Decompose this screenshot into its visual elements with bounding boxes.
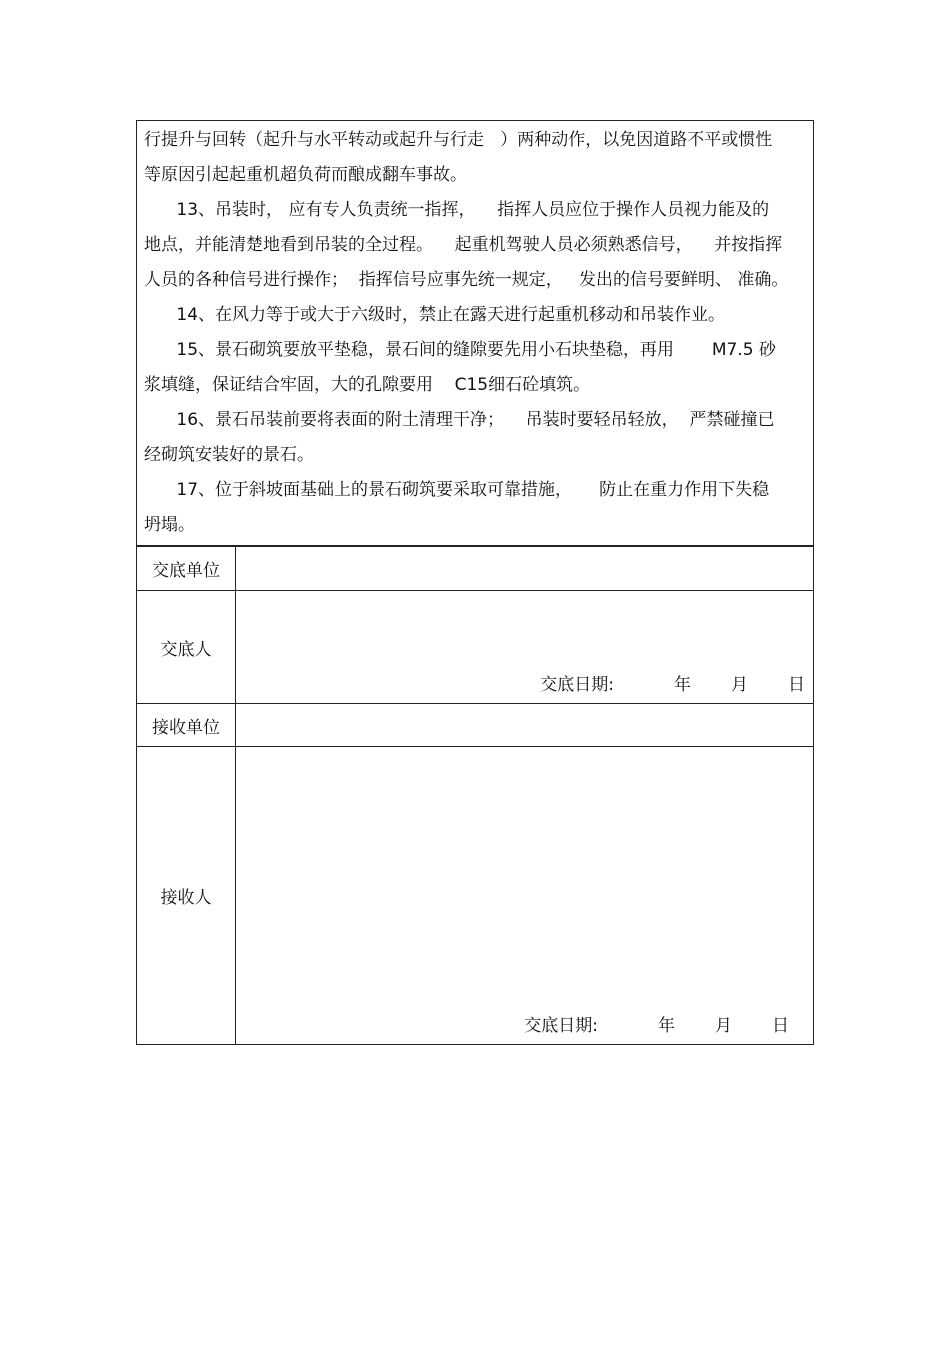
date-day: 日: [772, 1016, 789, 1036]
receiver-field[interactable]: [236, 747, 813, 1044]
paragraph-line: 浆填缝，保证结合牢固，大的孔隙要用 C15细石砼填筑。: [144, 375, 591, 395]
handover-person-row: [137, 590, 813, 703]
handover-form: [136, 120, 814, 1045]
receiving-unit-row: [137, 703, 813, 746]
date-year: 年: [674, 675, 691, 695]
paragraph-line: 坍塌。: [144, 515, 195, 535]
instruction-paragraphs: [137, 121, 813, 546]
date-month: 月: [731, 675, 748, 695]
handover-date: [540, 670, 805, 695]
handover-unit-field[interactable]: [236, 547, 813, 590]
paragraph-line: 16、景石吊装前要将表面的附土清理干净； 吊装时要轻吊轻放， 严禁碰撞已: [144, 410, 775, 430]
paragraph-line: 17、位于斜坡面基础上的景石砌筑要采取可靠措施， 防止在重力作用下失稳: [144, 480, 770, 500]
date-year: 年: [658, 1016, 675, 1036]
handover-person-field[interactable]: [236, 591, 813, 703]
paragraph-line: 地点，并能清楚地看到吊装的全过程。 起重机驾驶人员必须熟悉信号， 并按指挥: [144, 235, 783, 255]
paragraph-line: 14、在风力等于或大于六级时，禁止在露天进行起重机移动和吊装作业。: [144, 305, 726, 325]
paragraph-line: 13、吊装时， 应有专人负责统一指挥， 指挥人员应位于操作人员视力能及的: [144, 200, 770, 220]
paragraph-line: 人员的各种信号进行操作； 指挥信号应事先统一规定， 发出的信号要鲜明、 准确。: [144, 270, 789, 290]
paragraph-line: 15、景石砌筑要放平垫稳，景石间的缝隙要先用小石块垫稳，再用 M7.5 砂: [144, 340, 776, 360]
receiver-row: [137, 746, 813, 1044]
handover-person-label: 交底人: [137, 591, 236, 703]
paragraph-line: 等原因引起起重机超负荷而酿成翻车事故。: [144, 165, 467, 185]
paragraph-line: 经砌筑安装好的景石。: [144, 445, 314, 465]
paragraph-line: 行提升与回转（起升与水平转动或起升与行走 ）两种动作，以免因道路不平或惯性: [144, 130, 773, 150]
date-month: 月: [715, 1016, 732, 1036]
date-day: 日: [788, 675, 805, 695]
date-label: 交底日期:: [540, 675, 614, 695]
handover-unit-row: [137, 546, 813, 590]
receiver-label: 接收人: [137, 747, 236, 1044]
handover-unit-label: 交底单位: [137, 547, 236, 590]
receiver-date: [524, 1011, 789, 1036]
receiving-unit-label: 接收单位: [137, 704, 236, 746]
receiving-unit-field[interactable]: [236, 704, 813, 746]
date-label: 交底日期:: [524, 1016, 598, 1036]
